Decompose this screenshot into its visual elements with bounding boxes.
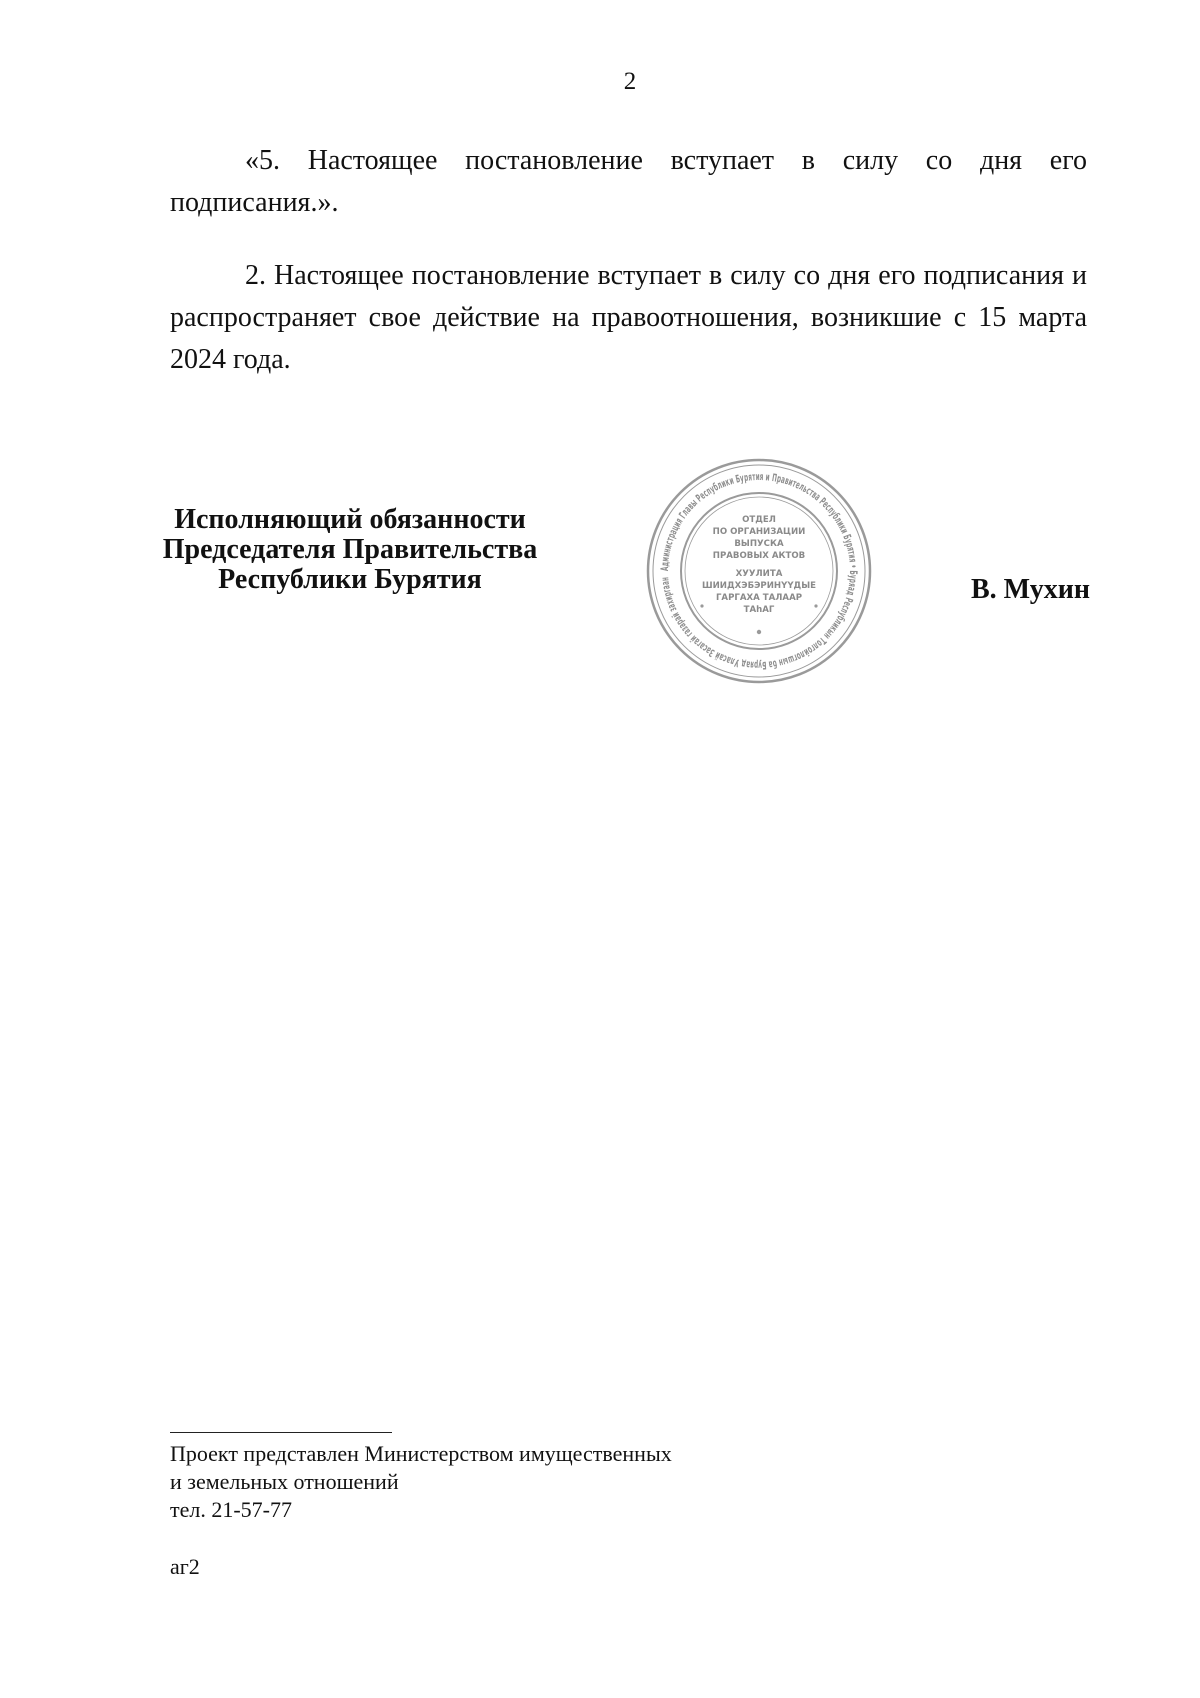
seal-inner-line: ШИИДХЭБЭРИНҮҮДЫЕ [701, 581, 817, 591]
page-number: 2 [623, 68, 637, 95]
seal-inner-line: ПРАВОВЫХ АКТОВ [712, 551, 806, 561]
signer-title [145, 505, 555, 595]
seal-inner-line: ГАРГАХА ТАЛААР [715, 593, 803, 603]
seal-inner-line: ПО ОРГАНИЗАЦИИ [712, 527, 806, 537]
signer-title-line: Исполняющий обязанности [174, 504, 526, 535]
seal-inner-line: ТАһАГ [743, 605, 775, 615]
document-code: аг2 [170, 1554, 200, 1579]
footnote [170, 1440, 870, 1524]
footnote-line: Проект представлен Министерством имущественных [170, 1441, 672, 1466]
seal-outer-text: Администрация Главы Республики Бурятия и Правительства Республики Бурятия • Буряад Республикын Толгойлогшын ба Буряад Уласай Засагай газарай захиргаан [658, 470, 860, 672]
signer-title-line: Председателя Правительства [162, 534, 538, 565]
paragraph-amendment: «5. Настоящее постановление вступает в силу со дня его подписания.». [170, 145, 1087, 218]
seal-inner-line: ВЫПУСКА [734, 539, 784, 549]
signer-name: В. Мухин [971, 574, 1090, 605]
footnote-line: тел. 21-57-77 [170, 1497, 293, 1522]
seal-inner-line: ХУУЛИТА [735, 569, 783, 579]
signer-title-line: Республики Бурятия [218, 564, 482, 595]
paragraph-effective-date: 2. Настоящее постановление вступает в силу со дня его подписания и распространяет свое действие на правоотношения, возникшие с 15 марта 2024 года. [170, 260, 1087, 375]
official-seal [644, 456, 874, 686]
seal-inner-line: ОТДЕЛ [742, 515, 776, 525]
footnote-divider [170, 1432, 392, 1433]
seal-stamp-icon [644, 456, 874, 686]
footnote-line: и земельных отношений [170, 1469, 399, 1494]
